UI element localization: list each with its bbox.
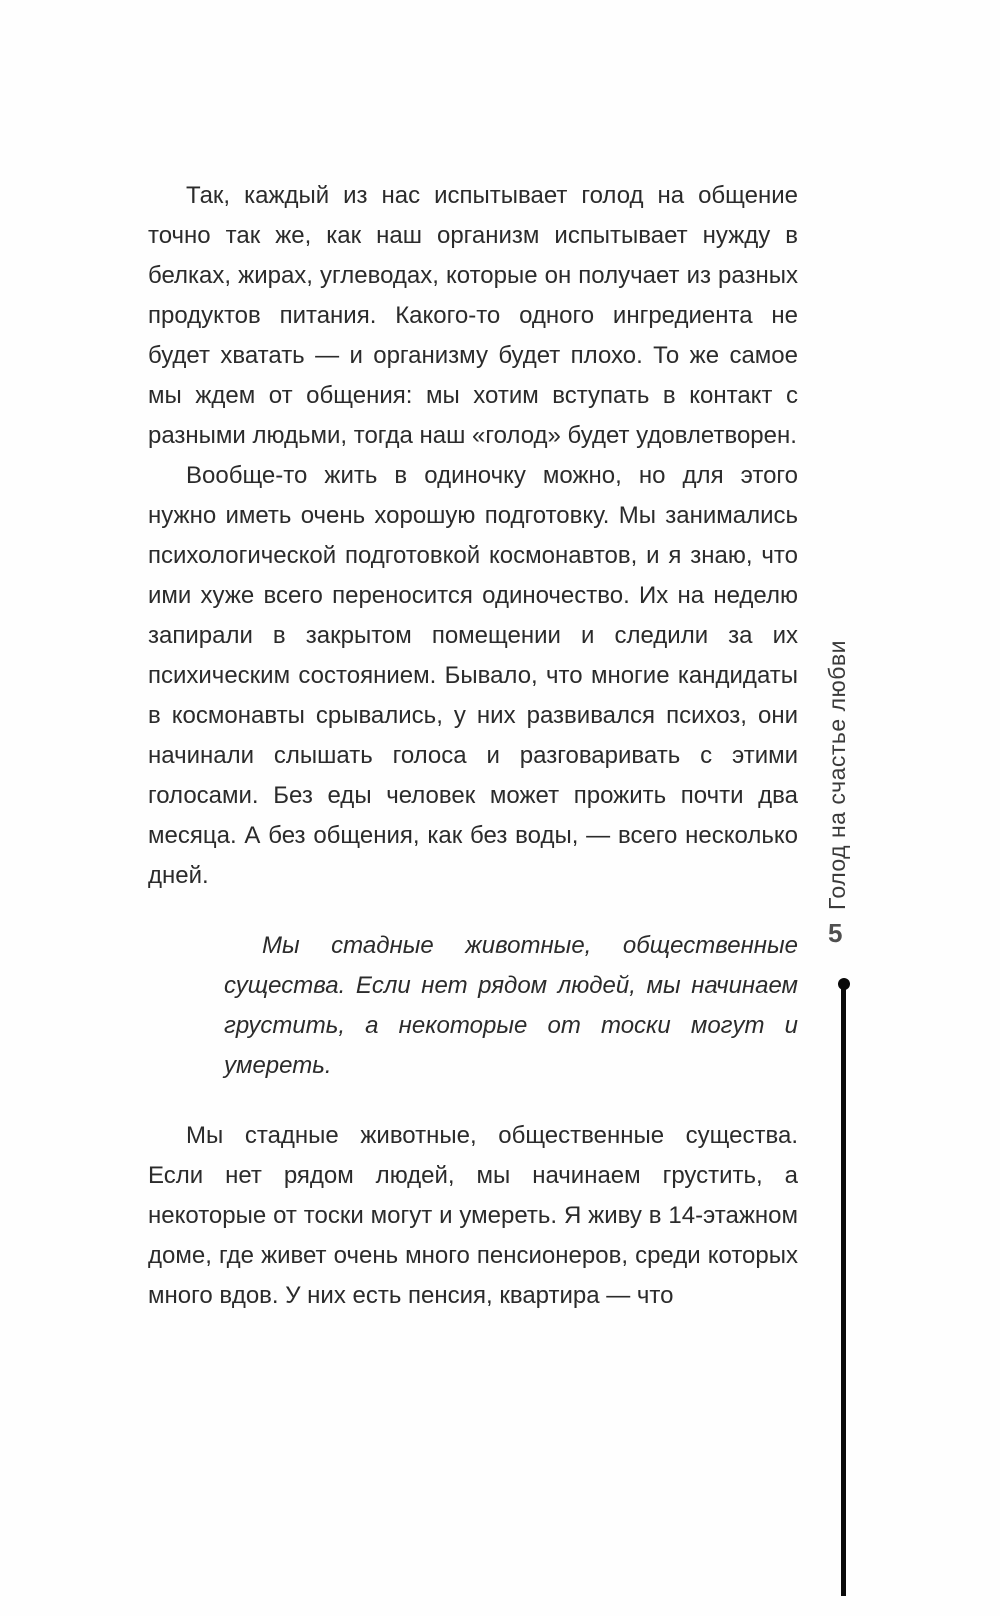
page-number: 5 [828, 918, 843, 948]
main-text-column [148, 176, 798, 1316]
running-head-vertical: Голод на счастье любви [824, 640, 850, 910]
paragraph-1: Так, каждый из нас испытывает голод на общение точно так же, как наш организм испытывает нужду в белках, жирах, углеводах, которые он получает из разных продуктов питания. Какого-то одного ингредиента не будет хватать — и организму будет плохо. То же самое мы ждем от общения: мы хотим вступать в контакт с разными людьми, тогда наш «голод» будет удовлетворен. [148, 182, 798, 449]
paragraph-3: Мы стадные животные, общественные существа. Если нет рядом людей, мы начинаем грустить, а некоторые от тоски могут и умереть. Я живу в 14-этажном доме, где живет очень много пенсионеров, среди которых много вдов. У них есть пенсия, квартира — что [148, 1122, 798, 1309]
paragraph-2: Вообще-то жить в одиночку можно, но для этого нужно иметь очень хорошую подготовку. Мы занимались психологической подготовкой космонавтов, и я знаю, что ими хуже всего переносится одиночество. Их на неделю запирали в закрытом помещении и следили за их психическим состоянием. Бывало, что многие кандидаты в космонавты срывались, у них развивался психоз, они начинали слышать голоса и разговаривать с этими голосами. Без еды человек может прожить почти два месяца. А без общения, как без воды, — всего несколько дней. [148, 462, 798, 889]
margin-vertical-rule [841, 988, 846, 1596]
pull-quote: Мы стадные животные, общественные существа. Если нет рядом людей, мы начинаем грустить, а некоторые от тоски могут и умереть. [224, 932, 798, 1079]
